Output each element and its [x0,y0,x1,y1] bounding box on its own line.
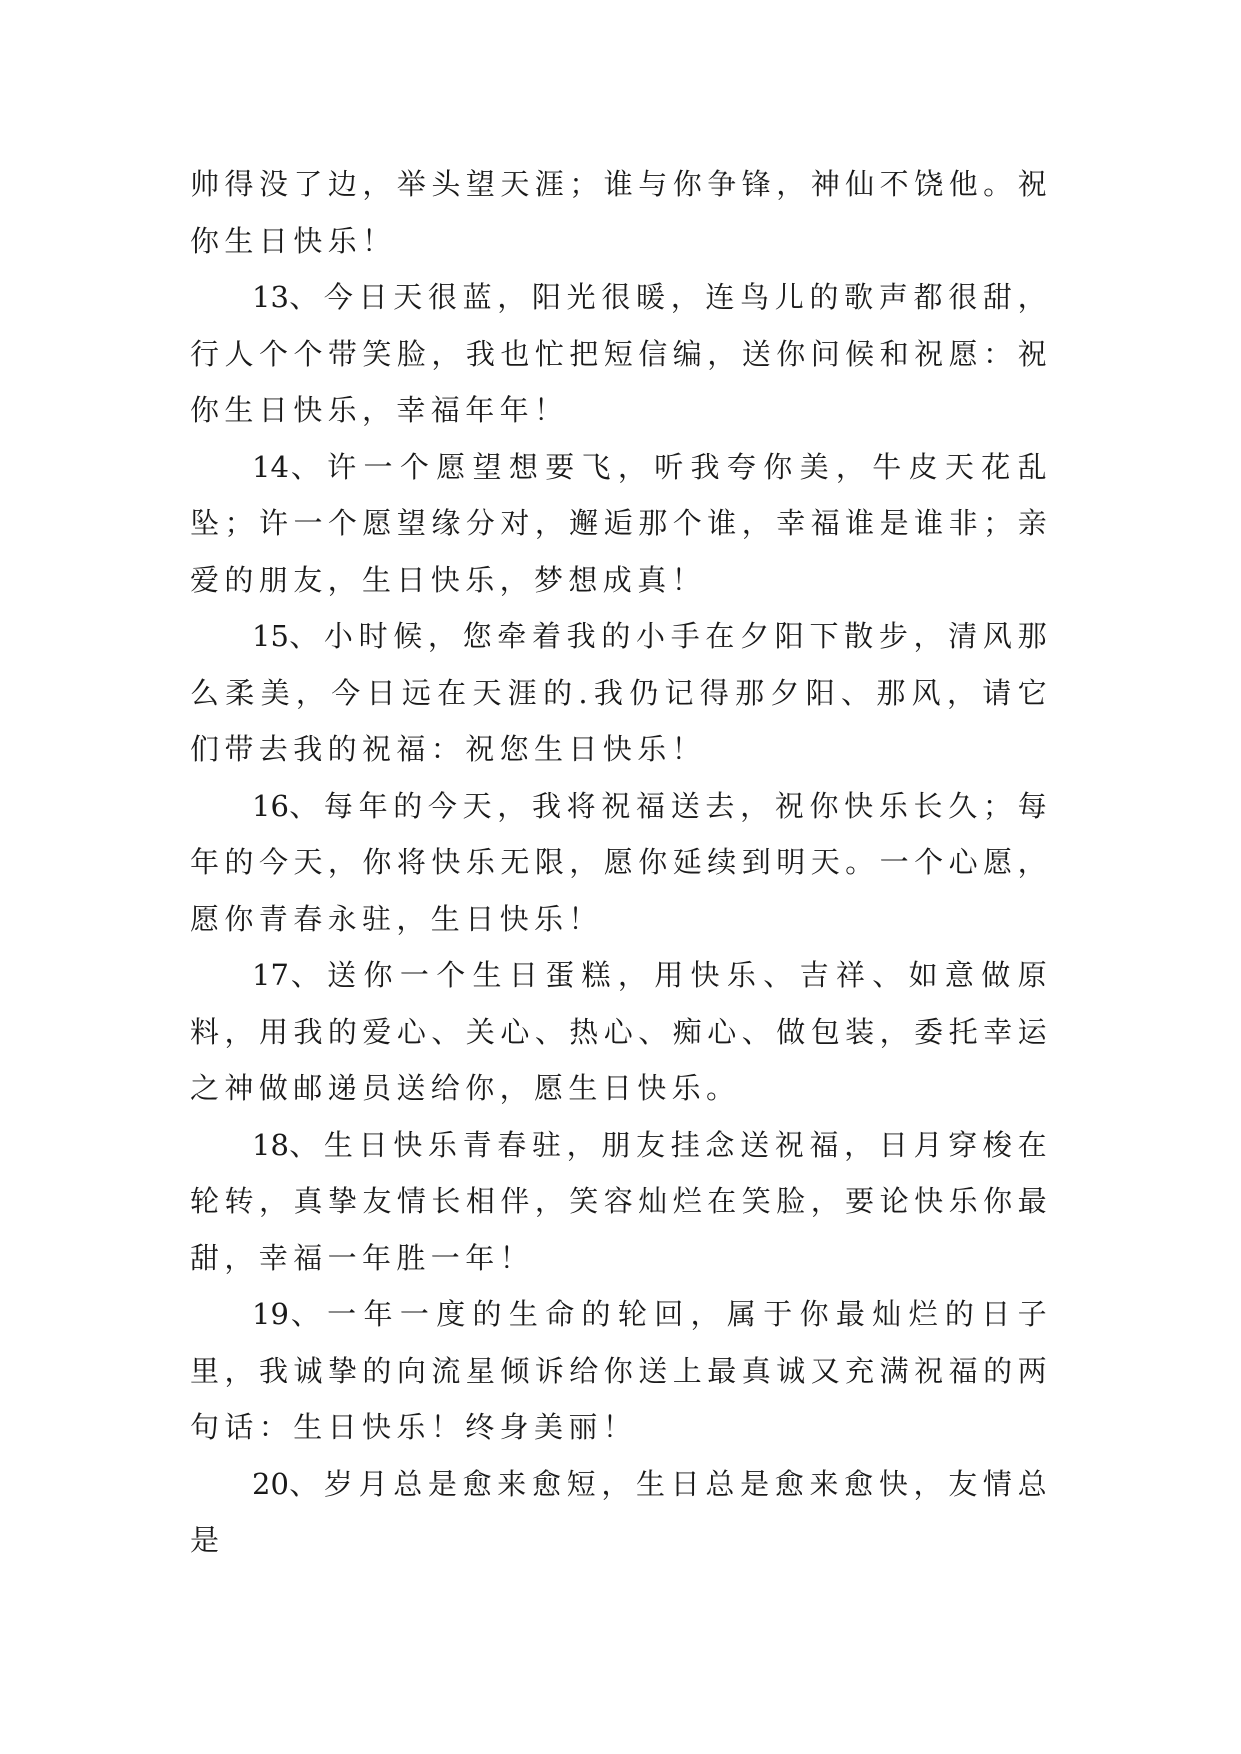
paragraph-item-13 [190,269,1052,439]
paragraph-number: 19 [252,1297,289,1331]
paragraph-item-16 [190,778,1052,948]
paragraph-item-19 [190,1286,1052,1456]
paragraph-number: 16 [252,788,289,823]
paragraph-item-17 [190,947,1052,1117]
paragraph-number: 20 [252,1466,289,1501]
paragraph-number: 18 [252,1127,289,1162]
paragraph-text: 、每年的今天，我将祝福送去，祝你快乐长久；每年的今天，你将快乐无限，愿你延续到明天。一个心愿，愿你青春永驻，生日快乐！ [190,788,1052,936]
paragraph-continued [190,156,1052,269]
document-body [190,156,1052,1569]
paragraph-text: 、小时候，您牵着我的小手在夕阳下散步，清风那么柔美，今日远在天涯的.我仍记得那夕阳、那风，请它们带去我的祝福：祝您生日快乐！ [190,619,1052,766]
paragraph-number: 15 [252,619,289,653]
paragraph-text: 、岁月总是愈来愈短，生日总是愈来愈快，友情总是 [190,1466,1052,1557]
paragraph-text: 、一年一度的生命的轮回，属于你最灿烂的日子里，我诚挚的向流星倾诉给你送上最真诚又充满祝福的两句话：生日快乐！终身美丽！ [190,1297,1052,1444]
paragraph-item-14 [190,439,1052,609]
paragraph-number: 14 [252,449,289,484]
paragraph-text: 、送你一个生日蛋糕，用快乐、吉祥、如意做原料，用我的爱心、关心、热心、痴心、做包装，委托幸运之神做邮递员送给你，愿生日快乐。 [190,958,1052,1105]
paragraph-number: 13 [252,280,289,314]
paragraph-text: 、生日快乐青春驻，朋友挂念送祝福，日月穿梭在轮转，真挚友情长相伴，笑容灿烂在笑脸，要论快乐你最甜，幸福一年胜一年！ [190,1127,1052,1275]
paragraph-number: 17 [252,958,289,992]
paragraph-text: 、今日天很蓝，阳光很暖，连鸟儿的歌声都很甜，行人个个带笑脸，我也忙把短信编，送你问候和祝愿：祝你生日快乐，幸福年年！ [190,280,1052,427]
paragraph-item-18 [190,1117,1052,1287]
paragraph-item-15 [190,608,1052,778]
paragraph-text: 、许一个愿望想要飞，听我夸你美，牛皮天花乱坠；许一个愿望缘分对，邂逅那个谁，幸福谁是谁非；亲爱的朋友，生日快乐，梦想成真！ [190,449,1052,597]
paragraph-item-20 [190,1456,1052,1569]
paragraph-text: 帅得没了边，举头望天涯；谁与你争锋，神仙不饶他。祝你生日快乐！ [190,167,1052,258]
